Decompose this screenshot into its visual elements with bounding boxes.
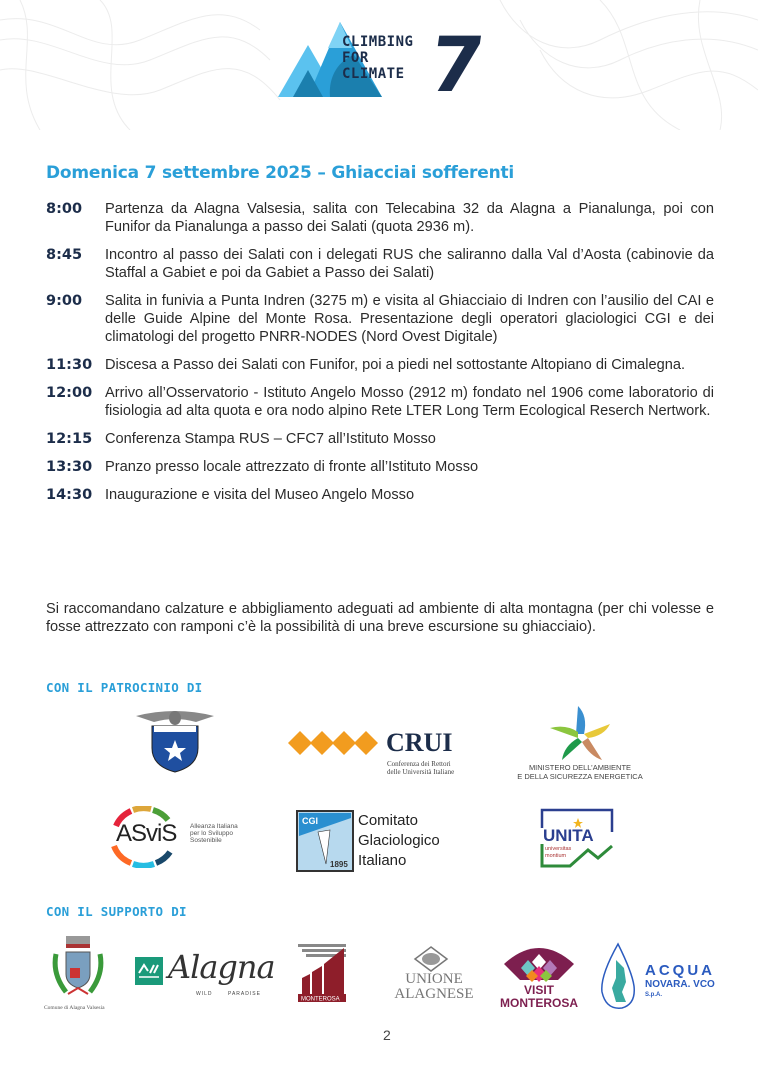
cgi-logo-icon (296, 810, 354, 872)
schedule-item (46, 486, 714, 504)
asvis-sub-line-1: Alleanza Italiana (190, 823, 238, 830)
unita-logo-icon (540, 808, 614, 870)
cgi-name (358, 811, 440, 871)
acqua-name: ACQUA (645, 962, 715, 979)
acqua-spa: S.p.A. (645, 992, 663, 998)
crui-name: CRUI (386, 728, 453, 757)
schedule-item (46, 384, 714, 420)
schedule-item (46, 292, 714, 346)
equipment-note: Si raccomandano calzature e abbigliamento adeguati ad ambiente di alta montagna (per chi volesse e fosse attrezzato con ramponi c’è la possibilità di una breve escursione su ghiacciaio). (46, 601, 714, 635)
schedule-description: Salita in funivia a Punta Indren (3275 m) e visita al Ghiacciaio di Indren con l’ausilio del CAI e delle Guide Alpine del Monte Rosa. Presentazione degli operatori glaciologici CGI e dei climatologi del progetto PNRR-NODES (Nord Ovest Digitale) (105, 293, 714, 345)
unita-sub-2: montium (545, 853, 567, 859)
schedule-description: Incontro al passo dei Salati con i delegati RUS che saliranno dalla Val d’Aosta (cabinovie da Staffal a Gabiet e poi da Gabiet a Passo dei Salati) (105, 247, 714, 281)
schedule-time: 14:30 (46, 487, 93, 503)
ministry-line-1: MINISTERO DELL’AMBIENTE (528, 763, 632, 772)
logo-line-2: FOR (342, 50, 369, 66)
asvis-name: ASviS (116, 820, 177, 847)
schedule-description: Arrivo all’Osservatorio - Istituto Angelo Mosso (2912 m) fondato nel 1906 come laboratorio di fisiologia ad alta quota e ora nodo alpino Rete LTER Long Term Ecological Reserch Nertwork. (105, 385, 714, 419)
schedule-description: Pranzo presso locale attrezzato di fronte all’Istituto Mosso (105, 459, 479, 475)
asvis-subtitle (190, 823, 238, 844)
alagna-tag-left: WILD (196, 991, 213, 997)
visit-monterosa-name (496, 984, 582, 1010)
crui-sub-line-1: Conferenza dei Rettori (387, 760, 451, 768)
ministry-line-2: E DELLA SICUREZZA ENERGETICA (517, 772, 643, 781)
schedule-time: 8:00 (46, 201, 83, 217)
cgi-abbr: CGI (302, 816, 319, 826)
crui-diamonds-icon (288, 728, 378, 758)
crui-logo (288, 728, 378, 763)
acqua-region: NOVARA. VCO (645, 979, 715, 990)
unione-name (384, 972, 484, 1002)
visit-monterosa-icon (502, 940, 576, 984)
ministry-star-icon (548, 706, 614, 762)
cgi-year: 1895 (330, 860, 348, 869)
page-title: Domenica 7 settembre 2025 – Ghiacciai sofferenti (46, 163, 515, 183)
schedule-item (46, 458, 714, 476)
logo-edition-number: 7 (423, 20, 490, 109)
comune-caption: Comune di Alagna Valsesia (44, 1005, 105, 1011)
alagna-icon (135, 957, 163, 985)
cgi-line-1: Comitato (358, 812, 419, 829)
ministry-name (506, 763, 654, 781)
schedule-time: 13:30 (46, 459, 93, 475)
schedule-item (46, 356, 714, 374)
crui-sub-line-2: delle Università Italiane (387, 768, 455, 776)
visit-line-2: MONTEROSA (500, 996, 578, 1010)
unione-line-1: UNIONE (405, 971, 463, 987)
schedule-time: 9:00 (46, 293, 83, 309)
page-number: 2 (383, 1027, 391, 1043)
schedule-description: Partenza da Alagna Valsesia, salita con Telecabina 32 da Alagna a Pianalunga, poi con Funifor da Pianalunga a passo dei Salati (quota 2936 m). (105, 201, 714, 235)
logo-line-1: CLIMBING (342, 34, 414, 50)
schedule-item (46, 246, 714, 282)
schedule-time: 12:15 (46, 431, 93, 447)
schedule-item (46, 430, 714, 448)
support-heading: CON IL SUPPORTO DI (46, 904, 187, 919)
schedule-time: 11:30 (46, 357, 93, 373)
logo-line-3: CLIMATE (342, 66, 405, 82)
schedule-description: Conferenza Stampa RUS – CFC7 all’Istituto Mosso (105, 431, 436, 447)
schedule-item (46, 200, 714, 236)
patronage-heading: CON IL PATROCINIO DI (46, 680, 203, 695)
acqua-drop-icon (596, 942, 640, 1012)
comune-coat-of-arms-icon (50, 934, 106, 1002)
alagna-tag-right: PARADISE (228, 991, 261, 997)
unione-line-2: ALAGNESE (394, 986, 474, 1002)
schedule-time: 8:45 (46, 247, 83, 263)
asvis-sub-line-2: per lo Sviluppo (190, 830, 233, 837)
schedule-time: 12:00 (46, 385, 93, 401)
schedule-description: Inaugurazione e visita del Museo Angelo Mosso (105, 487, 415, 503)
unita-name: UNITA (543, 826, 594, 845)
schedule-list (46, 200, 714, 514)
alagna-name: Alagna (168, 948, 275, 986)
crui-subtitle (387, 760, 454, 776)
cgi-line-3: Italiano (358, 852, 407, 869)
unione-emblem-icon (413, 946, 449, 972)
monterosa-name: MONTEROSA (301, 996, 340, 1003)
cgi-line-2: Glaciologico (358, 832, 440, 849)
monterosa-ski-icon (298, 944, 348, 1004)
asvis-sub-line-3: Sostenibile (190, 837, 222, 844)
alagna-mark-icon (135, 957, 163, 985)
visit-line-1: VISIT (523, 983, 554, 997)
schedule-description: Discesa a Passo dei Salati con Funifor, poi a piedi nel sottostante Altopiano di Cimalegna. (105, 357, 686, 373)
cai-logo-icon (134, 708, 216, 774)
unita-sub-1: universitas (545, 846, 572, 852)
